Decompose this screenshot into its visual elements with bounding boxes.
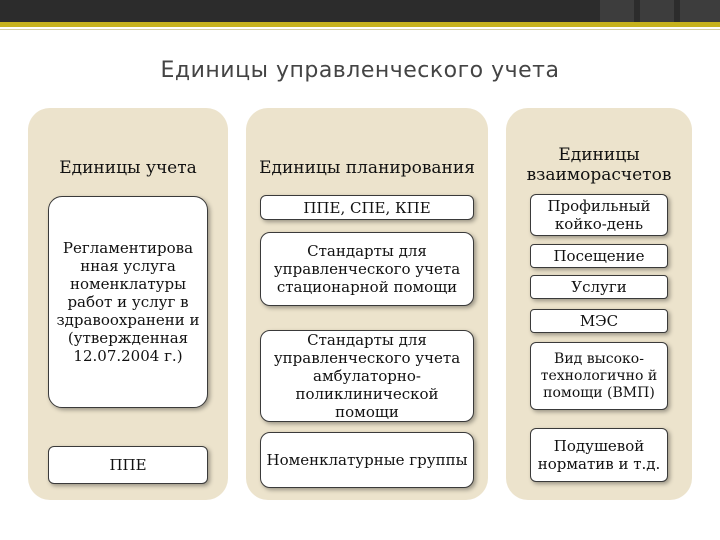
ppe-box — [48, 446, 208, 484]
box-text: Подушевой норматив и т.д. — [537, 437, 661, 473]
box-text: Номенклатурные группы — [266, 451, 468, 469]
services-box — [530, 275, 668, 299]
top-bar-segment — [640, 0, 674, 22]
per-capita-box — [530, 428, 668, 482]
box-text: Стандарты для управленческого учета амбулаторно-поликлинической помощи — [273, 331, 461, 421]
regulated-service-box — [48, 196, 208, 408]
outpatient-standards-box — [260, 330, 474, 422]
ppe-spe-kpe-box — [260, 195, 474, 220]
accent-line — [0, 22, 720, 27]
box-text: ППЕ — [109, 456, 147, 474]
bed-day-box — [530, 194, 668, 236]
column-planning-units — [246, 108, 488, 500]
box-text: Вид высоко-технологично й помощи (ВМП) — [540, 350, 658, 401]
vmp-box — [530, 342, 668, 410]
top-bar — [0, 0, 720, 22]
top-bar-segment — [600, 0, 634, 22]
top-bar-segment — [680, 0, 720, 22]
box-text: Профильный койко-день — [547, 197, 651, 233]
box-text: ППЕ, СПЕ, КПЕ — [303, 198, 431, 217]
box-text: Посещение — [553, 247, 645, 265]
column-settlement-units — [506, 108, 692, 500]
column-accounting-units — [28, 108, 228, 500]
divider — [0, 29, 720, 30]
mes-box — [530, 309, 668, 333]
visit-box — [530, 244, 668, 268]
box-text: Стандарты для управленческого учета стационарной помощи — [273, 242, 461, 296]
page-title: Единицы управленческого учета — [160, 58, 560, 83]
nomenclature-groups-box — [260, 432, 474, 488]
box-text: Регламентирова нная услуга номенклатуры работ и услуг в здравоохранени и (утвержденная 12.07.2004 г.) — [56, 239, 200, 365]
inpatient-standards-box — [260, 232, 474, 306]
column-header: Единицы взаиморасчетов — [526, 145, 672, 185]
column-header: Единицы планирования — [259, 158, 475, 178]
box-text: Услуги — [571, 278, 627, 296]
column-header: Единицы учета — [59, 158, 197, 178]
box-text: МЭС — [579, 312, 619, 330]
